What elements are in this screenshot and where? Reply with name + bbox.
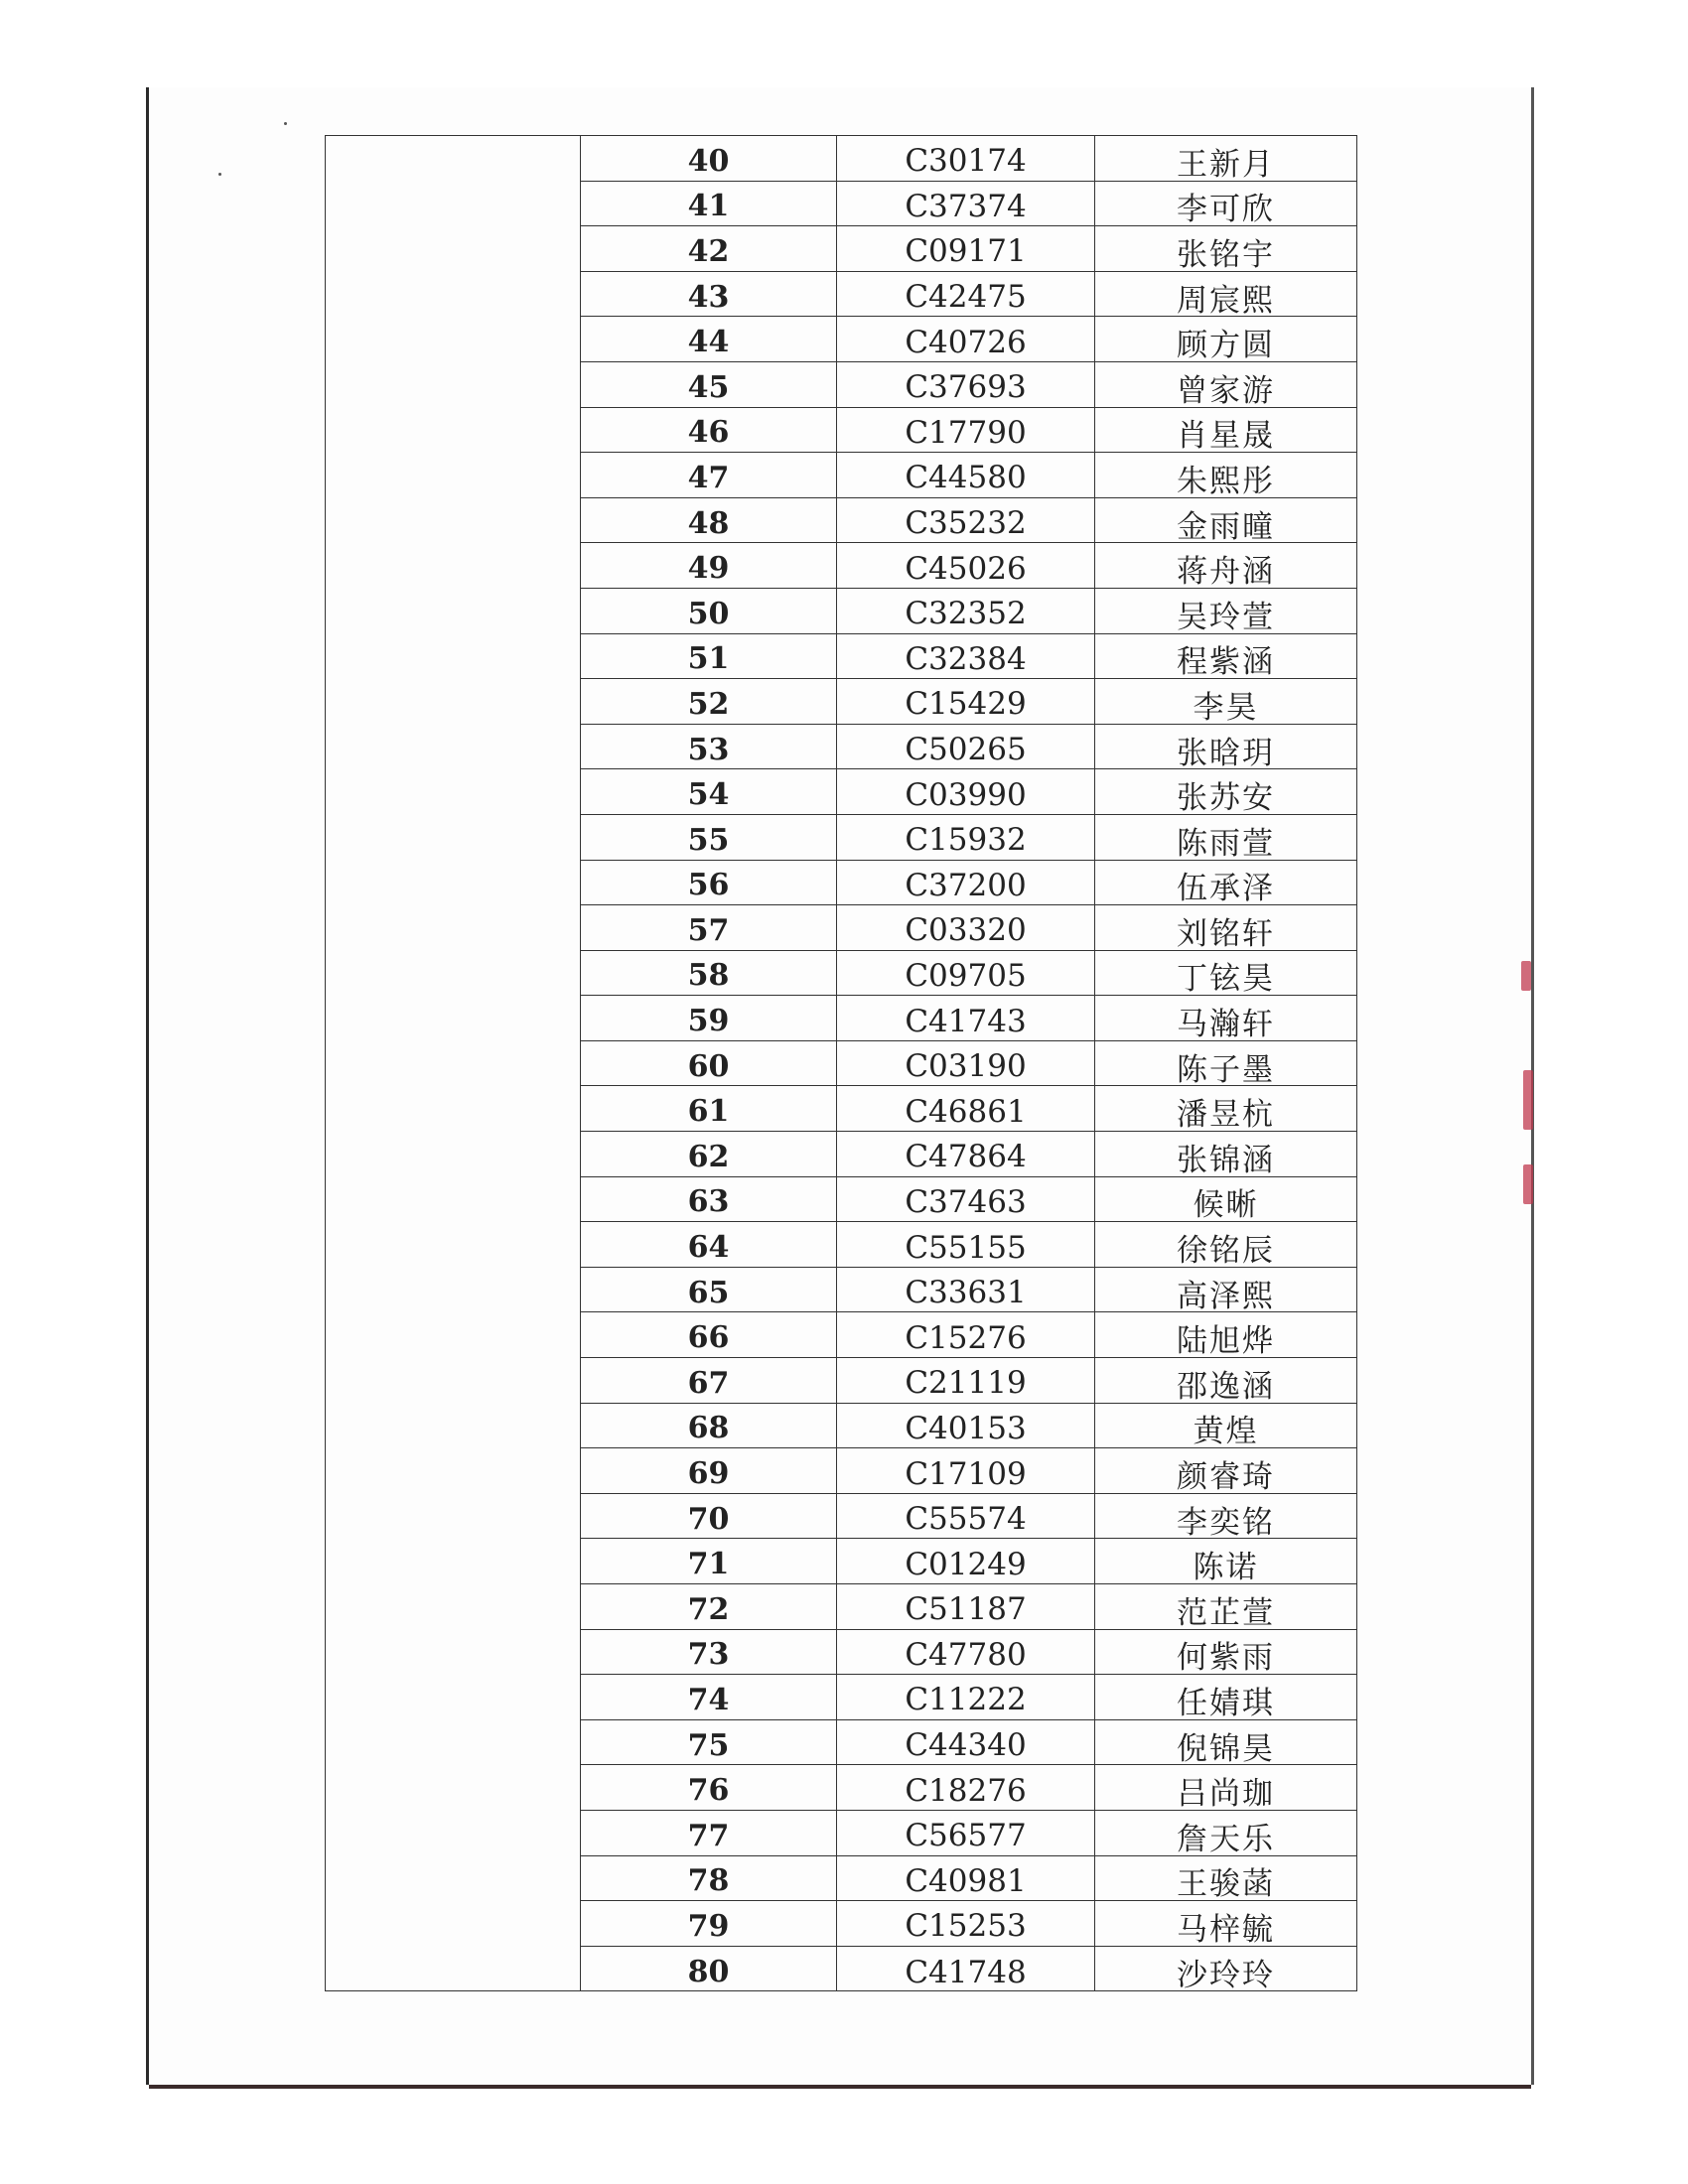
- student-id-cell: C40153: [837, 1404, 1095, 1449]
- row-number-cell: 63: [581, 1177, 837, 1223]
- row-number-cell: 44: [581, 317, 837, 362]
- student-name-cell: 张铭宇: [1095, 226, 1356, 272]
- student-id-cell: C51187: [837, 1584, 1095, 1630]
- row-number-cell: 52: [581, 679, 837, 725]
- student-id-cell: C55155: [837, 1222, 1095, 1268]
- student-name-cell: 肖星晟: [1095, 408, 1356, 454]
- row-number-cell: 68: [581, 1404, 837, 1449]
- student-name-cell: 金雨曈: [1095, 498, 1356, 544]
- student-name-cell: 张晗玥: [1095, 725, 1356, 770]
- row-number-cell: 49: [581, 543, 837, 589]
- student-name-cell: 蒋舟涵: [1095, 543, 1356, 589]
- student-name-cell: 陈子墨: [1095, 1041, 1356, 1087]
- row-number-cell: 40: [581, 136, 837, 182]
- paper-speck: [218, 173, 221, 176]
- student-id-cell: C17109: [837, 1448, 1095, 1494]
- student-id-cell: C09171: [837, 226, 1095, 272]
- student-name-cell: 高泽熙: [1095, 1268, 1356, 1313]
- paper-speck: [284, 122, 287, 125]
- row-number-cell: 65: [581, 1268, 837, 1313]
- student-name-cell: 刘铭轩: [1095, 905, 1356, 951]
- student-id-cell: C40726: [837, 317, 1095, 362]
- student-roster-table: [325, 135, 1357, 1994]
- student-id-cell: C03990: [837, 769, 1095, 815]
- student-name-cell: 曾家游: [1095, 362, 1356, 408]
- student-name-cell: 伍承泽: [1095, 861, 1356, 906]
- student-name-cell: 倪锦昊: [1095, 1720, 1356, 1766]
- student-id-cell: C33631: [837, 1268, 1095, 1313]
- student-name-cell: 陈诺: [1095, 1539, 1356, 1584]
- row-number-cell: 66: [581, 1312, 837, 1358]
- student-name-cell: 沙玲玲: [1177, 1958, 1275, 1994]
- student-name-cell: 吕尚珈: [1095, 1765, 1356, 1811]
- student-id-cell: C35232: [837, 498, 1095, 544]
- student-id-cell: C09705: [837, 951, 1095, 997]
- row-number-cell: 59: [581, 996, 837, 1041]
- student-id-cell: C44340: [837, 1720, 1095, 1766]
- student-name-cell: 潘昱杭: [1095, 1086, 1356, 1132]
- student-id-cell: C03190: [837, 1041, 1095, 1087]
- row-number-cell: 42: [581, 226, 837, 272]
- row-number-cell: 45: [581, 362, 837, 408]
- student-id-cell: C50265: [837, 725, 1095, 770]
- student-id-cell: C37374: [837, 182, 1095, 227]
- student-id-cell: C37463: [837, 1177, 1095, 1223]
- student-name-cell: 王新月: [1095, 136, 1356, 182]
- student-name-cell: 陈雨萱: [1095, 815, 1356, 861]
- merged-group-cell: [326, 136, 581, 1991]
- student-name-cell: 马梓毓: [1095, 1901, 1356, 1947]
- student-id-cell: C42475: [837, 272, 1095, 318]
- row-number-cell: 74: [581, 1675, 837, 1720]
- student-name-cell: 邵逸涵: [1095, 1358, 1356, 1404]
- document-page: [149, 87, 1531, 2085]
- student-name-cell: 范芷萱: [1095, 1584, 1356, 1630]
- row-number-cell: 48: [581, 498, 837, 544]
- student-id-cell: C15253: [837, 1901, 1095, 1947]
- student-id-cell: C03320: [837, 905, 1095, 951]
- student-name-cell: 程紫涵: [1095, 634, 1356, 680]
- row-number-cell: 56: [581, 861, 837, 906]
- row-number-cell: 67: [581, 1358, 837, 1404]
- row-number-cell: 58: [581, 951, 837, 997]
- row-number-cell: 60: [581, 1041, 837, 1087]
- row-number-cell: 41: [581, 182, 837, 227]
- row-number-cell: 54: [581, 769, 837, 815]
- student-id-cell: C55574: [837, 1494, 1095, 1540]
- row-number-cell: 47: [581, 453, 837, 498]
- student-name-cell: 顾方圆: [1095, 317, 1356, 362]
- row-number-cell: 61: [581, 1086, 837, 1132]
- stamp-edge-mark: [1523, 1070, 1533, 1130]
- student-id-cell: C15276: [837, 1312, 1095, 1358]
- student-name-cell: 候晰: [1095, 1177, 1356, 1223]
- student-id-cell: C40981: [837, 1856, 1095, 1902]
- student-name-cell: 丁铉昊: [1095, 951, 1356, 997]
- student-name-cell: 张锦涵: [1095, 1132, 1356, 1177]
- row-number-cell: 55: [581, 815, 837, 861]
- student-name-cell: 詹天乐: [1095, 1811, 1356, 1856]
- student-id-cell: C17790: [837, 408, 1095, 454]
- row-number-cell: 51: [581, 634, 837, 680]
- student-id-cell: C46861: [837, 1086, 1095, 1132]
- student-name-cell: 李昊: [1095, 679, 1356, 725]
- row-number-cell: 46: [581, 408, 837, 454]
- student-id-cell: C32352: [837, 589, 1095, 634]
- student-name-cell: 马瀚轩: [1095, 996, 1356, 1041]
- row-number-cell: 77: [581, 1811, 837, 1856]
- student-id-cell: C32384: [837, 634, 1095, 680]
- student-id-cell: C30174: [837, 136, 1095, 182]
- student-name-cell: 何紫雨: [1095, 1630, 1356, 1676]
- student-id-cell: C15932: [837, 815, 1095, 861]
- stamp-edge-mark: [1523, 1164, 1533, 1204]
- student-id-cell: C15429: [837, 679, 1095, 725]
- student-name-cell: 朱熙彤: [1095, 453, 1356, 498]
- row-number-cell: 64: [581, 1222, 837, 1268]
- student-name-cell: 陆旭烨: [1095, 1312, 1356, 1358]
- row-number-cell: 70: [581, 1494, 837, 1540]
- student-id-cell: C18276: [837, 1765, 1095, 1811]
- student-name-cell: 任婧琪: [1095, 1675, 1356, 1720]
- student-name-cell: 王骏菡: [1095, 1856, 1356, 1902]
- student-id-cell: C01249: [837, 1539, 1095, 1584]
- student-id-cell: C47864: [837, 1132, 1095, 1177]
- row-number-cell: 53: [581, 725, 837, 770]
- row-number-cell: 50: [581, 589, 837, 634]
- stamp-edge-mark: [1521, 961, 1531, 991]
- student-name-cell: 张苏安: [1095, 769, 1356, 815]
- row-number-cell: 69: [581, 1448, 837, 1494]
- student-id-cell: C41748: [837, 1947, 1095, 1992]
- student-id-cell: C56577: [837, 1811, 1095, 1856]
- student-id-cell: C41743: [837, 996, 1095, 1041]
- student-name-cell: 周宸熙: [1095, 272, 1356, 318]
- student-name-cell: 李奕铭: [1095, 1494, 1356, 1540]
- student-id-cell: C11222: [837, 1675, 1095, 1720]
- row-number-cell: 71: [581, 1539, 837, 1584]
- student-id-cell: C21119: [837, 1358, 1095, 1404]
- row-number-cell: 80: [581, 1947, 837, 1992]
- student-name-cell: 黄煌: [1095, 1404, 1356, 1449]
- student-name-cell: 吴玲萱: [1095, 589, 1356, 634]
- student-id-cell: C44580: [837, 453, 1095, 498]
- student-name-cell: 颜睿琦: [1095, 1448, 1356, 1494]
- student-id-cell: C37200: [837, 861, 1095, 906]
- row-number-cell: 79: [581, 1901, 837, 1947]
- student-name-cell: 徐铭辰: [1095, 1222, 1356, 1268]
- student-id-cell: C45026: [837, 543, 1095, 589]
- row-number-cell: 62: [581, 1132, 837, 1177]
- row-number-cell: 75: [581, 1720, 837, 1766]
- student-id-cell: C47780: [837, 1630, 1095, 1676]
- row-number-cell: 72: [581, 1584, 837, 1630]
- row-number-cell: 73: [581, 1630, 837, 1676]
- row-number-cell: 57: [581, 905, 837, 951]
- row-number-cell: 76: [581, 1765, 837, 1811]
- row-number-cell: 78: [581, 1856, 837, 1902]
- student-name-cell: 李可欣: [1095, 182, 1356, 227]
- row-number-cell: 43: [581, 272, 837, 318]
- student-id-cell: C37693: [837, 362, 1095, 408]
